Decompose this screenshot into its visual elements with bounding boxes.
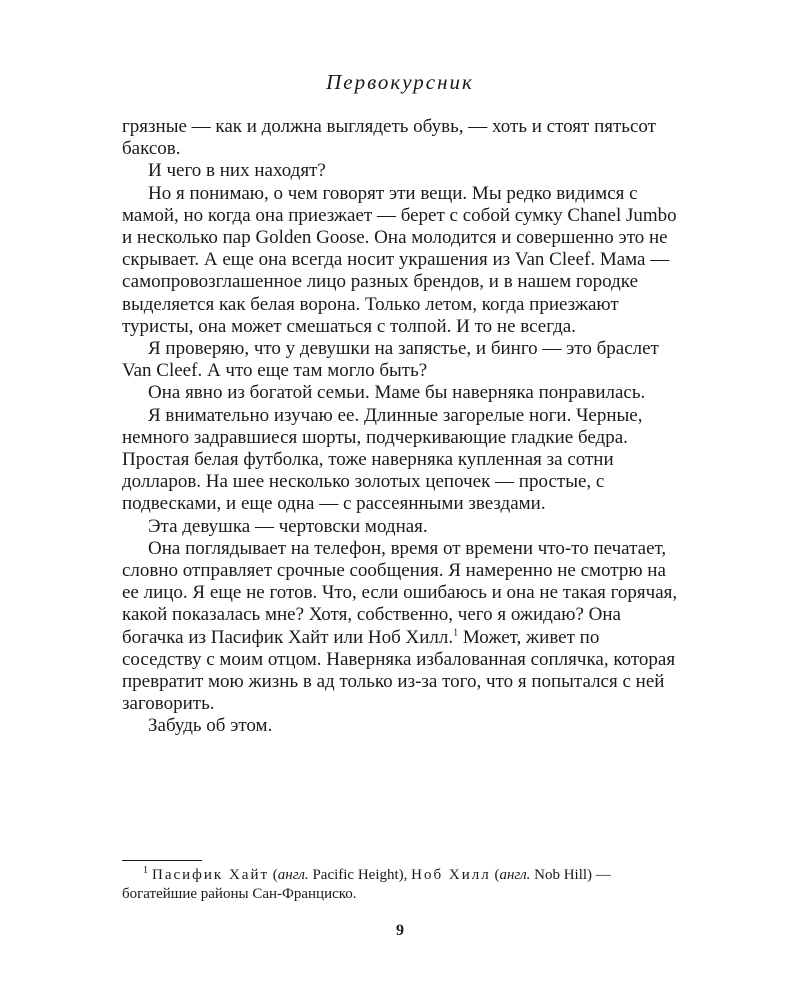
paragraph: Эта девушка — чертовски модная. — [148, 515, 428, 537]
footnote-reference: 1 — [453, 627, 459, 639]
paragraph: Она явно из богатой семьи. Маме бы наверняка понравилась. — [148, 382, 646, 404]
paragraph: Но я понимаю, о чем говорят эти вещи. Мы редко видимся с мамой, но когда она приезжает — берет с собой сумку Chanel Jumbo и несколько пар Golden Goose. Она молодится и совершенно это не скрывает. А еще она всегда носит украшения из Van Cleef. Мама — самопровозглашенное лицо разных брендов, и в нашем городке выделяется как белая ворона. Только летом, когда приезжают туристы, она может смешаться с толпой. И то не всегда. — [122, 182, 677, 337]
footnote-original: Nob Hill — [534, 867, 588, 883]
footnote-lang: англ. — [277, 867, 309, 883]
footnote-lang: англ. — [499, 867, 531, 883]
footnote: $^1$ Пасифик Хайт (англ. Pacific Height), Ноб Хилл (англ. Nob Hill) — богатейшие районы Сан-Франциско. — [122, 865, 611, 902]
footnote-number: 1 — [143, 865, 148, 876]
paragraph: И чего в них находят? — [148, 160, 326, 182]
paragraph: грязные — как и должна выглядеть обувь, — хоть и стоят пятьсот баксов. — [122, 116, 656, 160]
paragraph-with-footnote — [122, 538, 678, 716]
paragraph: Я внимательно изучаю ее. Длинные загорелые ноги. Черные, немного задравшиеся шорты, подчеркивающие гладкие бедра. Простая белая футболка, тоже наверняка купленная за сотни долларов. На шее несколько золотых цепочек — простые, с подвесками, и еще одна — с рассеянными звездами. — [122, 404, 643, 515]
footnote-divider — [122, 860, 202, 861]
footnote-term: Пасифик Хайт — [152, 867, 270, 883]
body-text — [122, 116, 678, 738]
paragraph: Забудь об этом. — [148, 715, 273, 737]
footnote-term: Ноб Хилл — [411, 867, 491, 883]
paragraph-part: Может, живет по соседству с моим отцом. Наверняка избалованная соплячка, которая превратит мою жизнь в ад только из-за того, что я попытался с ней заговорить. — [122, 626, 676, 715]
page-number: 9 — [396, 922, 404, 939]
footnote-original: Pacific Height — [312, 867, 399, 883]
paragraph: Я проверяю, что у девушки на запястье, и бинго — это браслет Van Cleef. А что еще там могло быть? — [122, 338, 659, 382]
footnote-text: — богатейшие районы Сан-Франциско. — [122, 867, 611, 902]
paragraph-part: Она поглядывает на телефон, время от времени что-то печатает, словно отправляет срочные сообщения. Я намеренно не смотрю на ее лицо. Я еще не готов. Что, если ошибаюсь и она не такая горячая, какой показалась мне? Хотя, собственно, чего я ожидаю? Она богачка из Пасифик Хайт или Ноб Хилл. — [122, 537, 678, 648]
running-head-title: Первокурсник — [326, 70, 474, 94]
